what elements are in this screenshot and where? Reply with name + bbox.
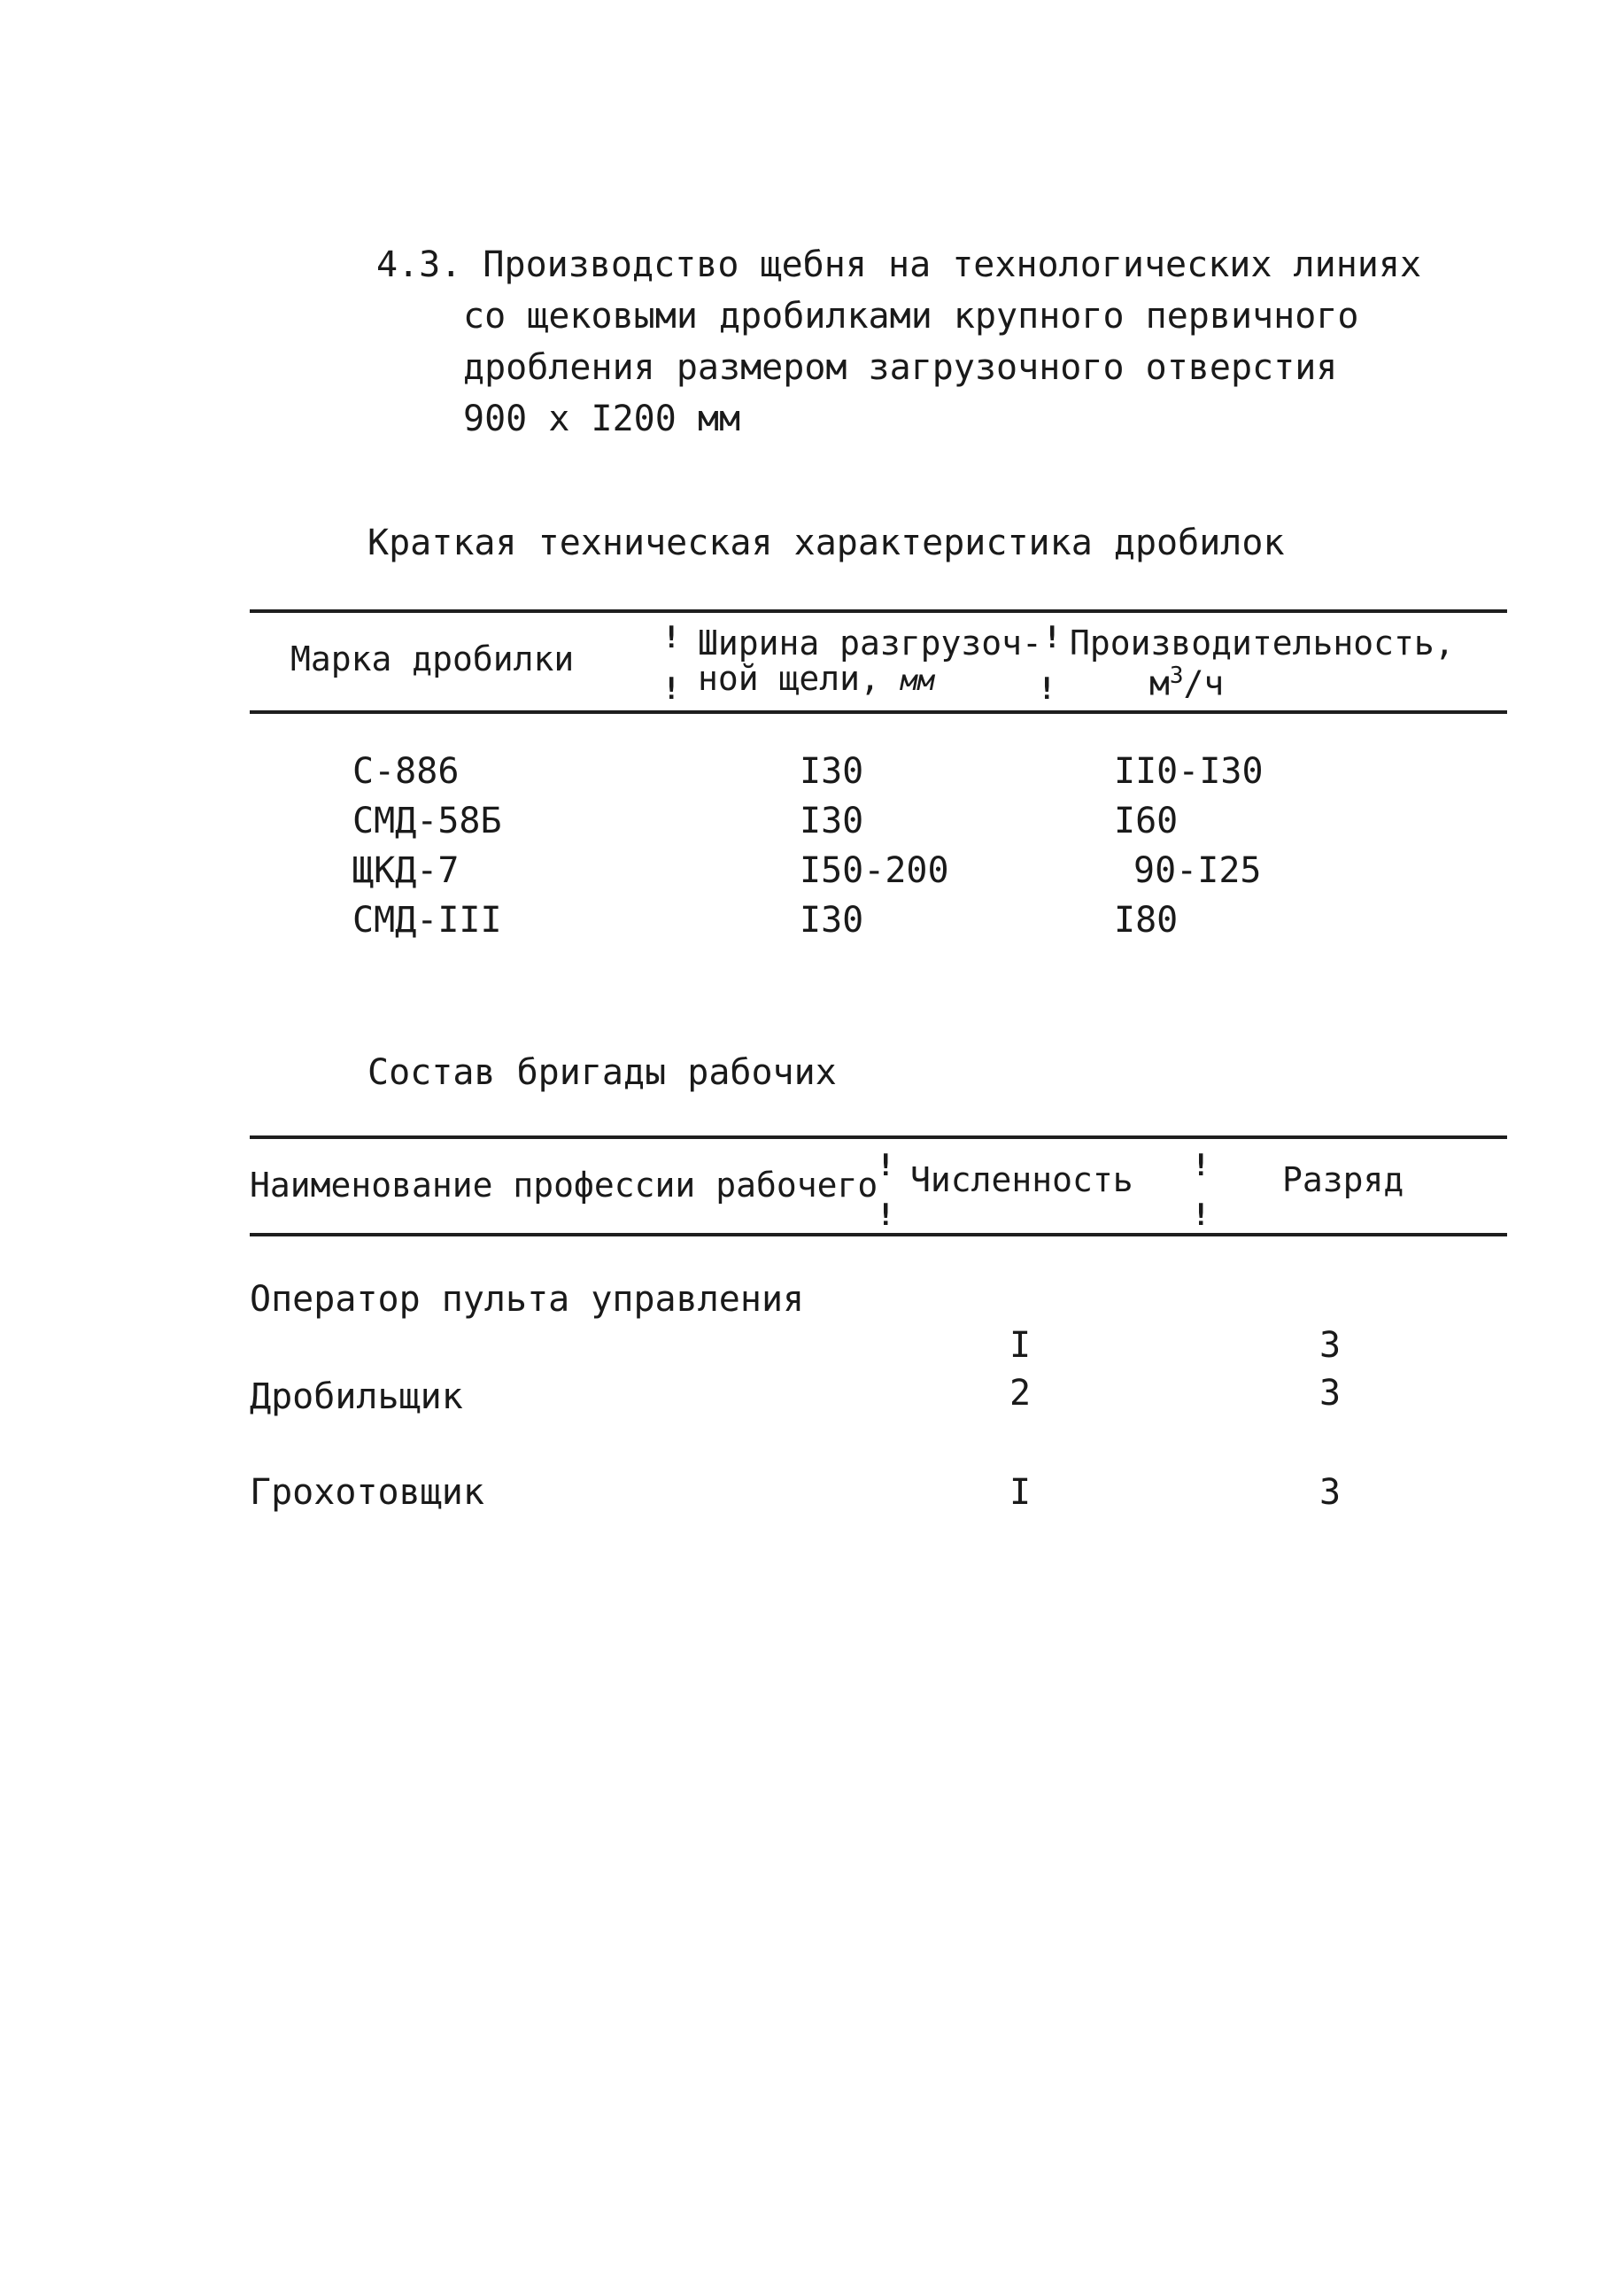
crushers-top-rule bbox=[250, 609, 1507, 613]
brigade-top-rule bbox=[250, 1135, 1507, 1139]
section-title-line-1 bbox=[376, 239, 1421, 291]
crusher-row-3-mark: ЩКД-7 bbox=[352, 850, 460, 891]
brigade-header-profession: Наименование профессии рабочего bbox=[250, 1166, 878, 1205]
section-title-line-2: со щековыми дробилками крупного первичного bbox=[463, 296, 1359, 337]
crusher-row-2-capacity: I60 bbox=[1114, 801, 1179, 841]
brigade-header-count: Численность bbox=[910, 1160, 1133, 1199]
brigade-row-3-profession: Грохотовщик bbox=[250, 1472, 484, 1513]
brigade-row-2-count: 2 bbox=[1009, 1373, 1032, 1414]
brigade-row-3-count: I bbox=[1009, 1472, 1032, 1513]
crusher-row-2-width: I30 bbox=[800, 801, 864, 841]
crusher-row-4-width: I30 bbox=[800, 900, 864, 941]
crushers-header-width-unit: мм bbox=[900, 663, 935, 697]
brigade-row-1-count: I bbox=[1009, 1325, 1032, 1366]
capacity-unit-superscript: 3 bbox=[1169, 663, 1184, 689]
crushers-header-separator-2b: ! bbox=[1038, 671, 1056, 707]
section-title-line-3: дробления размером загрузочного отверстия bbox=[463, 347, 1338, 388]
brigade-caption: Состав бригады рабочих bbox=[367, 1052, 837, 1093]
crusher-row-4-capacity: I80 bbox=[1114, 900, 1179, 941]
section-number: 4.3. bbox=[376, 244, 462, 285]
crushers-caption: Краткая техническая характеристика дробилок bbox=[367, 523, 1285, 563]
crusher-row-1-mark: С-886 bbox=[352, 751, 460, 792]
brigade-row-1-profession: Оператор пульта управления bbox=[250, 1279, 805, 1320]
brigade-header-grade: Разряд bbox=[1282, 1160, 1404, 1199]
crusher-row-3-width: I50-200 bbox=[800, 850, 949, 891]
crushers-header-separator-1a: ! bbox=[662, 620, 681, 655]
brigade-row-2-grade: 3 bbox=[1319, 1373, 1342, 1414]
brigade-row-1-grade: 3 bbox=[1319, 1325, 1342, 1366]
crusher-row-2-mark: СМД-58Б bbox=[352, 801, 502, 841]
crusher-row-1-capacity: II0-I30 bbox=[1114, 751, 1264, 792]
brigade-header-separator-1a: ! bbox=[877, 1148, 895, 1183]
crusher-row-1-width: I30 bbox=[800, 751, 864, 792]
brigade-row-3-grade: 3 bbox=[1319, 1472, 1342, 1513]
capacity-unit-base: м bbox=[1149, 663, 1170, 703]
crushers-header-capacity-line1: Производительность, bbox=[1070, 624, 1455, 663]
crusher-row-4-mark: СМД-III bbox=[352, 900, 502, 941]
brigade-header-separator-2a: ! bbox=[1192, 1148, 1210, 1183]
crushers-header-width-text: ной щели, bbox=[698, 659, 901, 698]
crusher-row-3-capacity: 90-I25 bbox=[1133, 850, 1262, 891]
crushers-header-separator-2a: ! bbox=[1043, 620, 1062, 655]
section-title-line-4: 900 x I200 мм bbox=[463, 399, 741, 439]
brigade-header-rule bbox=[250, 1233, 1507, 1236]
section-title-text-1: Производство щебня на технологических линиях bbox=[483, 244, 1422, 285]
crushers-header-rule bbox=[250, 710, 1507, 714]
crushers-header-separator-1b: ! bbox=[662, 671, 681, 707]
brigade-header-separator-1b: ! bbox=[877, 1197, 895, 1233]
brigade-header-separator-2b: ! bbox=[1192, 1197, 1210, 1233]
crushers-header-width-line1: Ширина разгрузоч- bbox=[698, 624, 1042, 663]
capacity-unit-rest: /ч bbox=[1183, 663, 1225, 703]
brigade-row-2-profession: Дробильщик bbox=[250, 1376, 463, 1417]
crushers-header-mark: Марка дробилки bbox=[290, 639, 575, 678]
crushers-header-width-line2 bbox=[698, 659, 934, 698]
crushers-header-capacity-unit bbox=[1149, 663, 1224, 703]
section-heading bbox=[376, 239, 1421, 445]
